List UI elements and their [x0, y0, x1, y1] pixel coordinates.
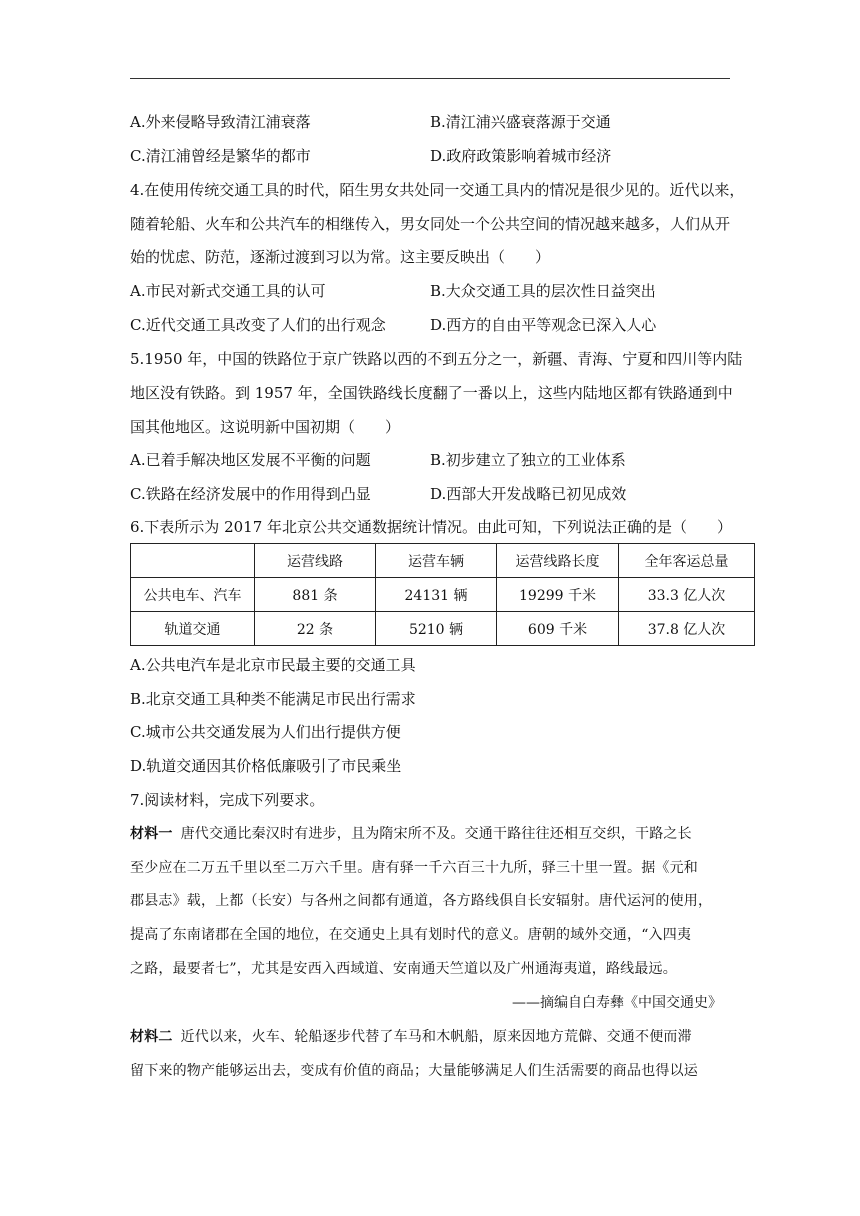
table-header-cell: 运营线路: [255, 544, 376, 578]
material2-line-2: 留下来的物产能够运出去，变成有价值的商品；大量能够满足人们生活需要的商品也得以运: [130, 1063, 698, 1079]
q5-option-b: B.初步建立了独立的工业体系: [430, 451, 626, 469]
table-header-cell: 全年客运总量: [619, 544, 755, 578]
q5-stem-line-1: 5.1950 年，中国的铁路位于京广铁路以西的不到五分之一，新疆、青海、宁夏和四川等内陆: [130, 350, 743, 368]
q6-option-c: C.城市公共交通发展为人们出行提供方便: [130, 723, 401, 741]
table-cell: 5210 辆: [376, 612, 497, 646]
material1-source: ——摘编自白寿彝《中国交通史》: [512, 995, 722, 1011]
header-rule: [130, 78, 730, 79]
q7-stem: 7.阅读材料，完成下列要求。: [130, 791, 325, 809]
table-header-cell: 运营车辆: [376, 544, 497, 578]
table-cell: 881 条: [255, 578, 376, 612]
table-cell: 609 千米: [497, 612, 619, 646]
material2-text: 近代以来，火车、轮船逐步代替了车马和木帆船，原来因地方荒僻、交通不便而滞: [180, 1029, 692, 1045]
material1-text: 唐代交通比秦汉时有进步，且为隋宋所不及。交通干路往往还相互交织，干路之长: [180, 826, 692, 842]
q3-option-c: C.清江浦曾经是繁华的都市: [130, 147, 311, 165]
q4-stem-line-1: 4.在使用传统交通工具的时代，陌生男女共处同一交通工具内的情况是很少见的。近代以来，: [130, 181, 745, 199]
q4-option-d: D.西方的自由平等观念已深入人心: [430, 316, 657, 334]
material1-line-4: 提高了东南诸郡在全国的地位，在交通史上具有划时代的意义。唐朝的域外交通，“入四夷: [130, 927, 692, 943]
material1-label: 材料一: [130, 826, 173, 842]
table-cell: 19299 千米: [497, 578, 619, 612]
table-cell: 37.8 亿人次: [619, 612, 755, 646]
q5-option-d: D.西部大开发战略已初见成效: [430, 485, 627, 503]
transit-data-table: [130, 543, 755, 646]
table-header-cell: [131, 544, 255, 578]
table-header-cell: 运营线路长度: [497, 544, 619, 578]
q4-stem-line-3: 始的忧虑、防范，逐渐过渡到习以为常。这主要反映出（ ）: [130, 248, 551, 266]
q4-option-c: C.近代交通工具改变了人们的出行观念: [130, 316, 386, 334]
material1-line-2: 至少应在二万五千里以至二万六千里。唐有驿一千六百三十九所，驿三十里一置。据《元和: [130, 860, 698, 876]
q3-option-d: D.政府政策影响着城市经济: [430, 147, 612, 165]
q3-option-a: A.外来侵略导致清江浦衰落: [130, 113, 311, 131]
table-row: [131, 612, 755, 646]
q6-option-d: D.轨道交通因其价格低廉吸引了市民乘坐: [130, 757, 402, 775]
material2-line-1: [130, 1027, 750, 1047]
table-cell: 轨道交通: [131, 612, 255, 646]
table-cell: 公共电车、汽车: [131, 578, 255, 612]
table-cell: 24131 辆: [376, 578, 497, 612]
q4-option-b: B.大众交通工具的层次性日益突出: [430, 282, 656, 300]
q4-option-a: A.市民对新式交通工具的认可: [130, 282, 326, 300]
q4-stem-line-2: 随着轮船、火车和公共汽车的相继传入，男女同处一个公共空间的情况越来越多，人们从开: [130, 215, 731, 233]
material1-line-3: 郡县志》载，上都（长安）与各州之间都有通道，各方路线俱自长安辐射。唐代运河的使用，: [130, 893, 713, 909]
q6-option-a: A.公共电汽车是北京市民最主要的交通工具: [130, 656, 416, 674]
material1-line-1: [130, 824, 750, 844]
q6-stem: 6.下表所示为 2017 年北京公共交通数据统计情况。由此可知，下列说法正确的是（ ）: [130, 518, 733, 536]
table-row: [131, 578, 755, 612]
q5-stem-line-3: 国其他地区。这说明新中国初期（ ）: [130, 418, 401, 436]
q5-stem-line-2: 地区没有铁路。到 1957 年，全国铁路线长度翻了一番以上，这些内陆地区都有铁路通到中: [130, 384, 733, 402]
table-header-row: [131, 544, 755, 578]
q5-option-c: C.铁路在经济发展中的作用得到凸显: [130, 485, 371, 503]
material2-label: 材料二: [130, 1029, 173, 1045]
table-cell: 22 条: [255, 612, 376, 646]
q6-option-b: B.北京交通工具种类不能满足市民出行需求: [130, 690, 416, 708]
q3-option-b: B.清江浦兴盛衰落源于交通: [430, 113, 611, 131]
table-cell: 33.3 亿人次: [619, 578, 755, 612]
q5-option-a: A.已着手解决地区发展不平衡的问题: [130, 451, 371, 469]
material1-line-5: 之路，最要者七”，尤其是安西入西域道、安南通天竺道以及广州通海夷道，路线最远。: [130, 961, 677, 977]
